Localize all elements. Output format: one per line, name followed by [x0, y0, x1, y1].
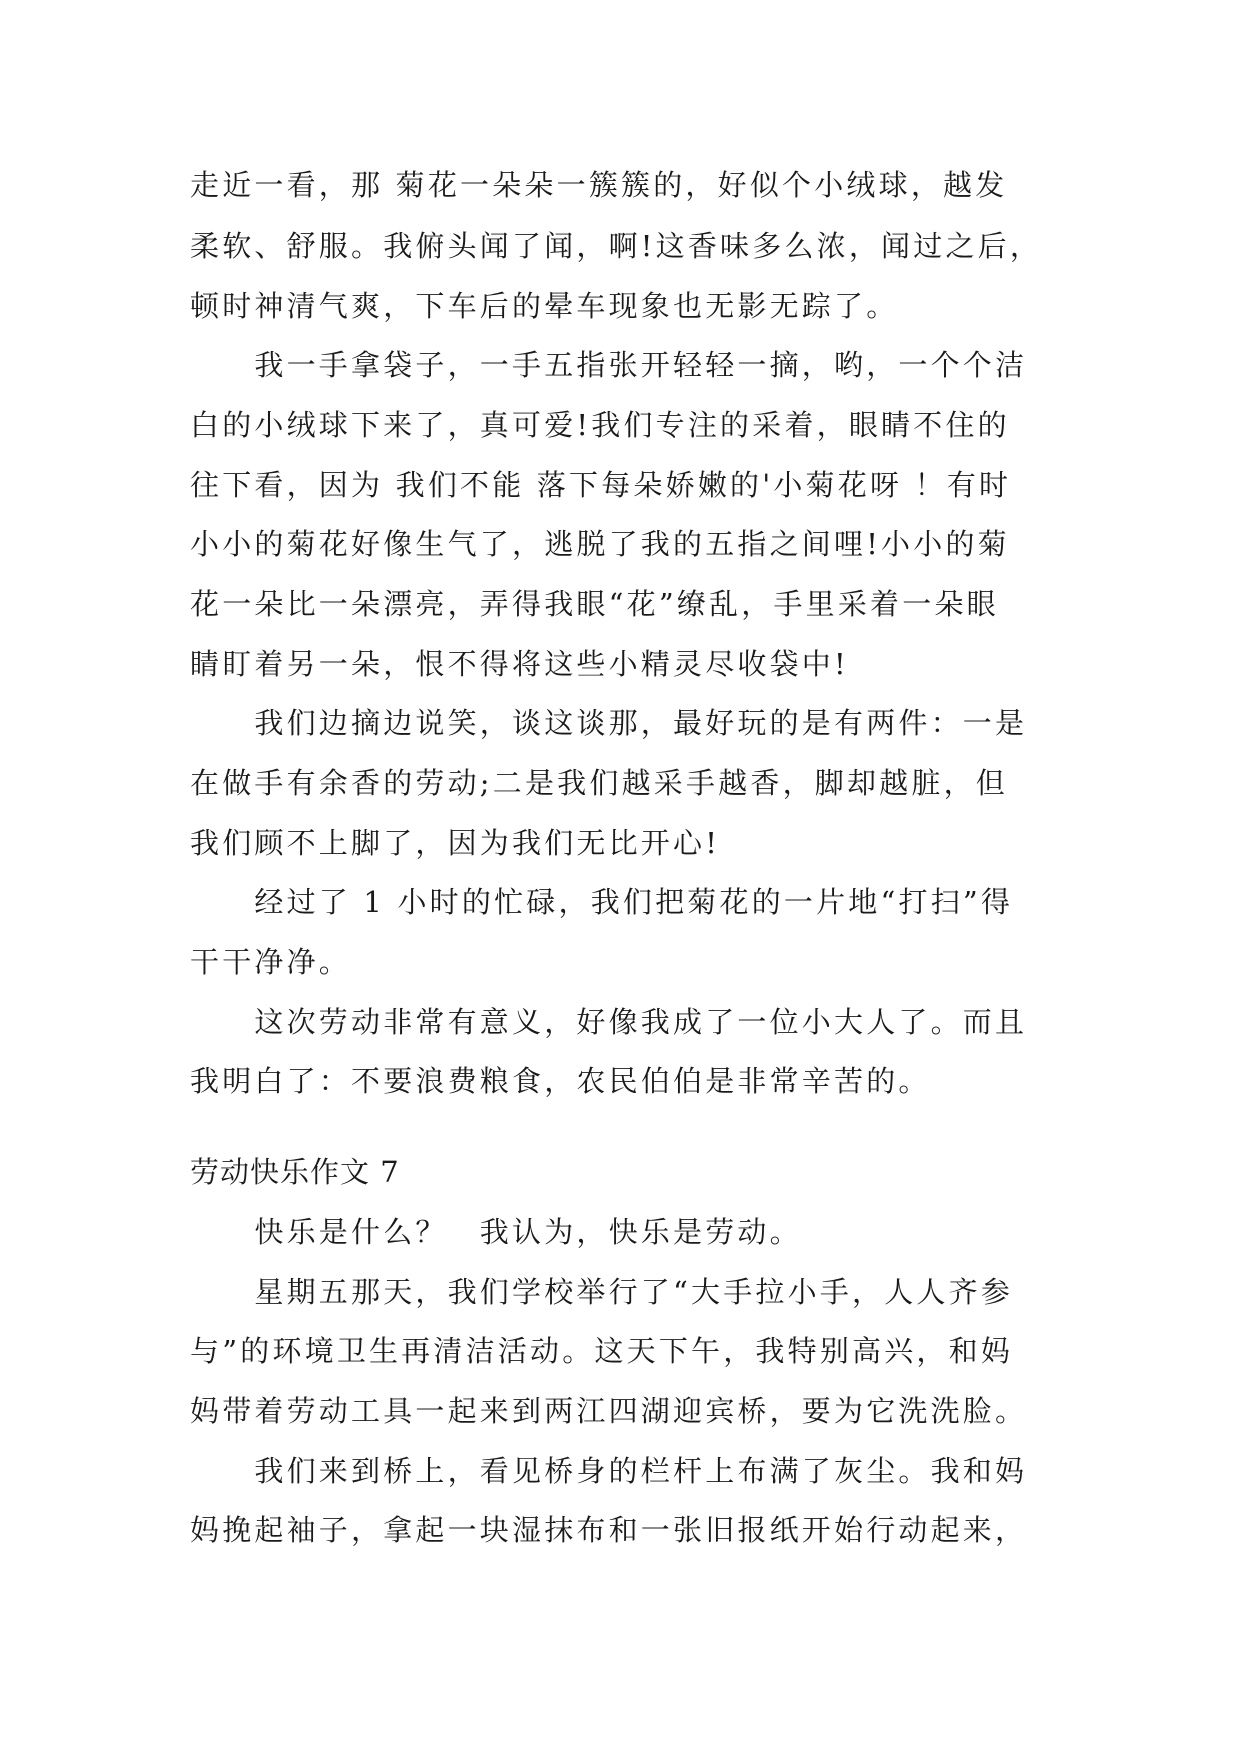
paragraph-line: 走近一看，那 菊花一朵朵一簇簇的，好似个小绒球，越发 [190, 168, 1008, 202]
paragraph-line: 睛盯着另一朵，恨不得将这些小精灵尽收袋中! [190, 647, 849, 681]
paragraph-line: 我一手拿袋子，一手五指张开轻轻一摘，哟，一个个洁 [190, 348, 1028, 382]
paragraph-line: 白的小绒球下来了，真可爱!我们专注的采着，眼睛不住的 [190, 408, 1010, 442]
paragraph-line: 顿时神清气爽，下车后的晕车现象也无影无踪了。 [190, 289, 899, 323]
paragraph-line: 小小的菊花好像生气了，逃脱了我的五指之间哩!小小的菊 [190, 527, 1010, 561]
paragraph-line: 快乐是什么？ 我认为，快乐是劳动。 [190, 1215, 802, 1249]
paragraph-line: 与”的环境卫生再清洁活动。这天下午，我特别高兴，和妈 [190, 1334, 1014, 1368]
paragraph-line: 花一朵比一朵漂亮，弄得我眼“花”缭乱，手里采着一朵眼 [190, 587, 999, 621]
paragraph-line: 我明白了：不要浪费粮食，农民伯伯是非常辛苦的。 [190, 1064, 931, 1098]
paragraph-line: 妈挽起袖子，拿起一块湿抹布和一张旧报纸开始行动起来， [190, 1513, 1028, 1547]
paragraph-line: 我们顾不上脚了，因为我们无比开心! [190, 826, 721, 860]
paragraph-line: 星期五那天，我们学校举行了“大手拉小手，人人齐参 [190, 1275, 1014, 1309]
section-heading: 劳动快乐作文 7 [190, 1155, 400, 1189]
paragraph-line: 柔软、舒服。我俯头闻了闻，啊!这香味多么浓，闻过之后， [190, 229, 1043, 263]
paragraph-line: 妈带着劳动工具一起来到两江四湖迎宾桥，要为它洗洗脸。 [190, 1394, 1028, 1428]
paragraph-line: 干干净净。 [190, 945, 352, 979]
paragraph-line: 在做手有余香的劳动;二是我们越采手越香，脚却越脏，但 [190, 766, 1008, 800]
paragraph-line: 我们来到桥上，看见桥身的栏杆上布满了灰尘。我和妈 [190, 1454, 1028, 1488]
paragraph-line: 我们边摘边说笑，谈这谈那，最好玩的是有两件：一是 [190, 706, 1028, 740]
paragraph-line: 往下看，因为 我们不能 落下每朵娇嫩的'小菊花呀 ！有时 [190, 468, 1012, 502]
paragraph-line: 这次劳动非常有意义，好像我成了一位小大人了。而且 [190, 1005, 1028, 1039]
paragraph-line: 经过了 1 小时的忙碌，我们把菊花的一片地“打扫”得 [190, 885, 1014, 919]
